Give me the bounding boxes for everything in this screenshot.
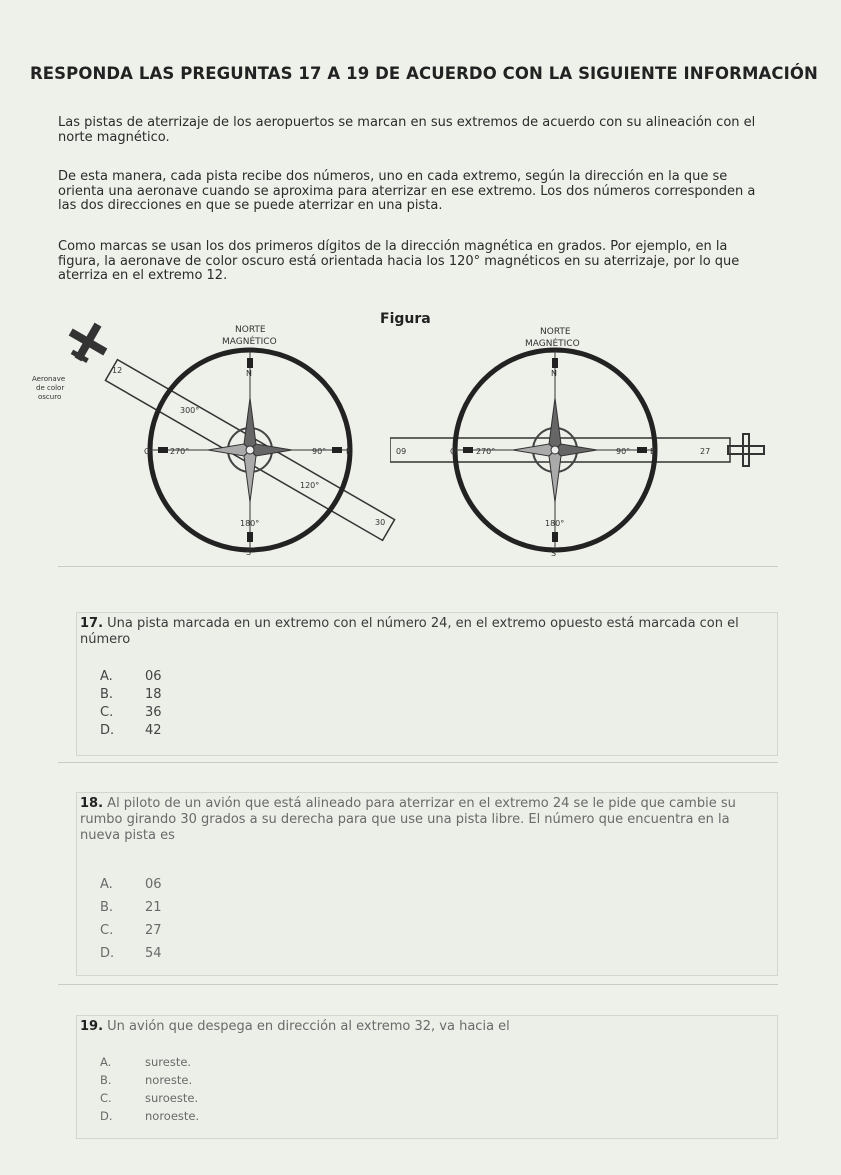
figure-title: Figura xyxy=(380,311,431,327)
option-d[interactable]: D. noroeste. xyxy=(100,1109,200,1123)
runway-label-30: 30 xyxy=(375,518,386,527)
north-label-1: NORTE xyxy=(540,327,571,337)
option-c[interactable]: C. 27 xyxy=(100,923,162,938)
divider xyxy=(58,566,778,567)
label-180: 180° xyxy=(240,519,260,528)
divider xyxy=(58,762,778,763)
option-c[interactable]: C. suroeste. xyxy=(100,1091,199,1105)
question-text: Un avión que despega en dirección al extremo 32, va hacia el xyxy=(107,1019,510,1034)
option-d[interactable]: D. 42 xyxy=(100,723,162,738)
north-label-2: MAGNÉTICO xyxy=(525,339,580,349)
question-17-options xyxy=(100,669,162,741)
runway-label-12: 12 xyxy=(112,366,123,375)
label-e: E xyxy=(346,447,352,456)
question-19 xyxy=(80,1019,770,1035)
label-n: N xyxy=(551,369,557,378)
option-c[interactable]: C. 36 xyxy=(100,705,162,720)
label-300: 300° xyxy=(180,406,200,415)
label-90: 90° xyxy=(616,447,631,456)
question-18 xyxy=(80,796,770,844)
label-180: 180° xyxy=(545,519,565,528)
label-120: 120° xyxy=(300,481,320,490)
option-b[interactable]: B. noreste. xyxy=(100,1073,193,1087)
question-17 xyxy=(80,616,770,648)
option-a[interactable]: A. 06 xyxy=(100,877,162,892)
aircraft-label-1: Aeronave xyxy=(32,375,66,383)
question-text: Al piloto de un avión que está alineado para aterrizar en el extremo 24 se le pide que cambie su rumbo girando 30 grados a su derecha para que use una pista libre. El número que encuentra en la nueva pista es xyxy=(80,796,736,843)
option-b[interactable]: B. 18 xyxy=(100,687,162,702)
question-18-options xyxy=(100,877,162,969)
aircraft-icon xyxy=(61,320,116,369)
paragraph-3: Como marcas se usan los dos primeros dígitos de la dirección magnética en grados. Por ejemplo, en la figura, la aeronave de color oscuro está orientada hacia los 120° magnéticos en su aterrizaje, por lo que aterriza en el extremo 12. xyxy=(58,239,740,283)
label-s: S xyxy=(246,548,252,557)
label-o: O xyxy=(450,447,457,456)
aircraft-label-2: de color xyxy=(36,384,65,392)
north-label-2: MAGNÉTICO xyxy=(222,337,277,347)
label-s: S xyxy=(551,549,557,558)
label-n: N xyxy=(246,369,252,378)
question-text: Una pista marcada en un extremo con el número 24, en el extremo opuesto está marcada con el número xyxy=(80,616,739,647)
figure-left-diagram xyxy=(30,320,400,565)
label-270: 270° xyxy=(476,447,496,456)
paragraph-1: Las pistas de aterrizaje de los aeropuertos se marcan en sus extremos de acuerdo con su alineación con el norte magnético. xyxy=(58,115,756,145)
label-o: O xyxy=(144,447,151,456)
divider xyxy=(58,984,778,985)
aircraft-icon xyxy=(728,434,764,466)
option-a[interactable]: A. 06 xyxy=(100,669,162,684)
section-heading: RESPONDA LAS PREGUNTAS 17 A 19 DE ACUERDO CON LA SIGUIENTE INFORMACIÓN xyxy=(30,64,818,83)
aircraft-label-3: oscuro xyxy=(38,393,62,401)
compass-rose xyxy=(208,398,292,502)
question-number: 17. xyxy=(80,616,104,631)
label-e: E xyxy=(650,447,656,456)
runway-label-09: 09 xyxy=(396,447,407,456)
compass-rose xyxy=(513,398,597,502)
question-number: 19. xyxy=(80,1019,104,1034)
question-19-options xyxy=(100,1055,199,1127)
north-label-1: NORTE xyxy=(235,325,266,335)
label-270: 270° xyxy=(170,447,190,456)
runway-label-27: 27 xyxy=(700,447,711,456)
option-a[interactable]: A. sureste. xyxy=(100,1055,192,1069)
label-90: 90° xyxy=(312,447,327,456)
paragraph-2: De esta manera, cada pista recibe dos números, uno en cada extremo, según la dirección en la que se orienta una aeronave cuando se aproxima para aterrizar en ese extremo. Los dos números corresponden a las dos direcciones en que se puede aterrizar en una pista. xyxy=(58,169,756,213)
figure-right-diagram xyxy=(390,320,770,565)
question-number: 18. xyxy=(80,796,104,811)
option-b[interactable]: B. 21 xyxy=(100,900,162,915)
option-d[interactable]: D. 54 xyxy=(100,946,162,961)
